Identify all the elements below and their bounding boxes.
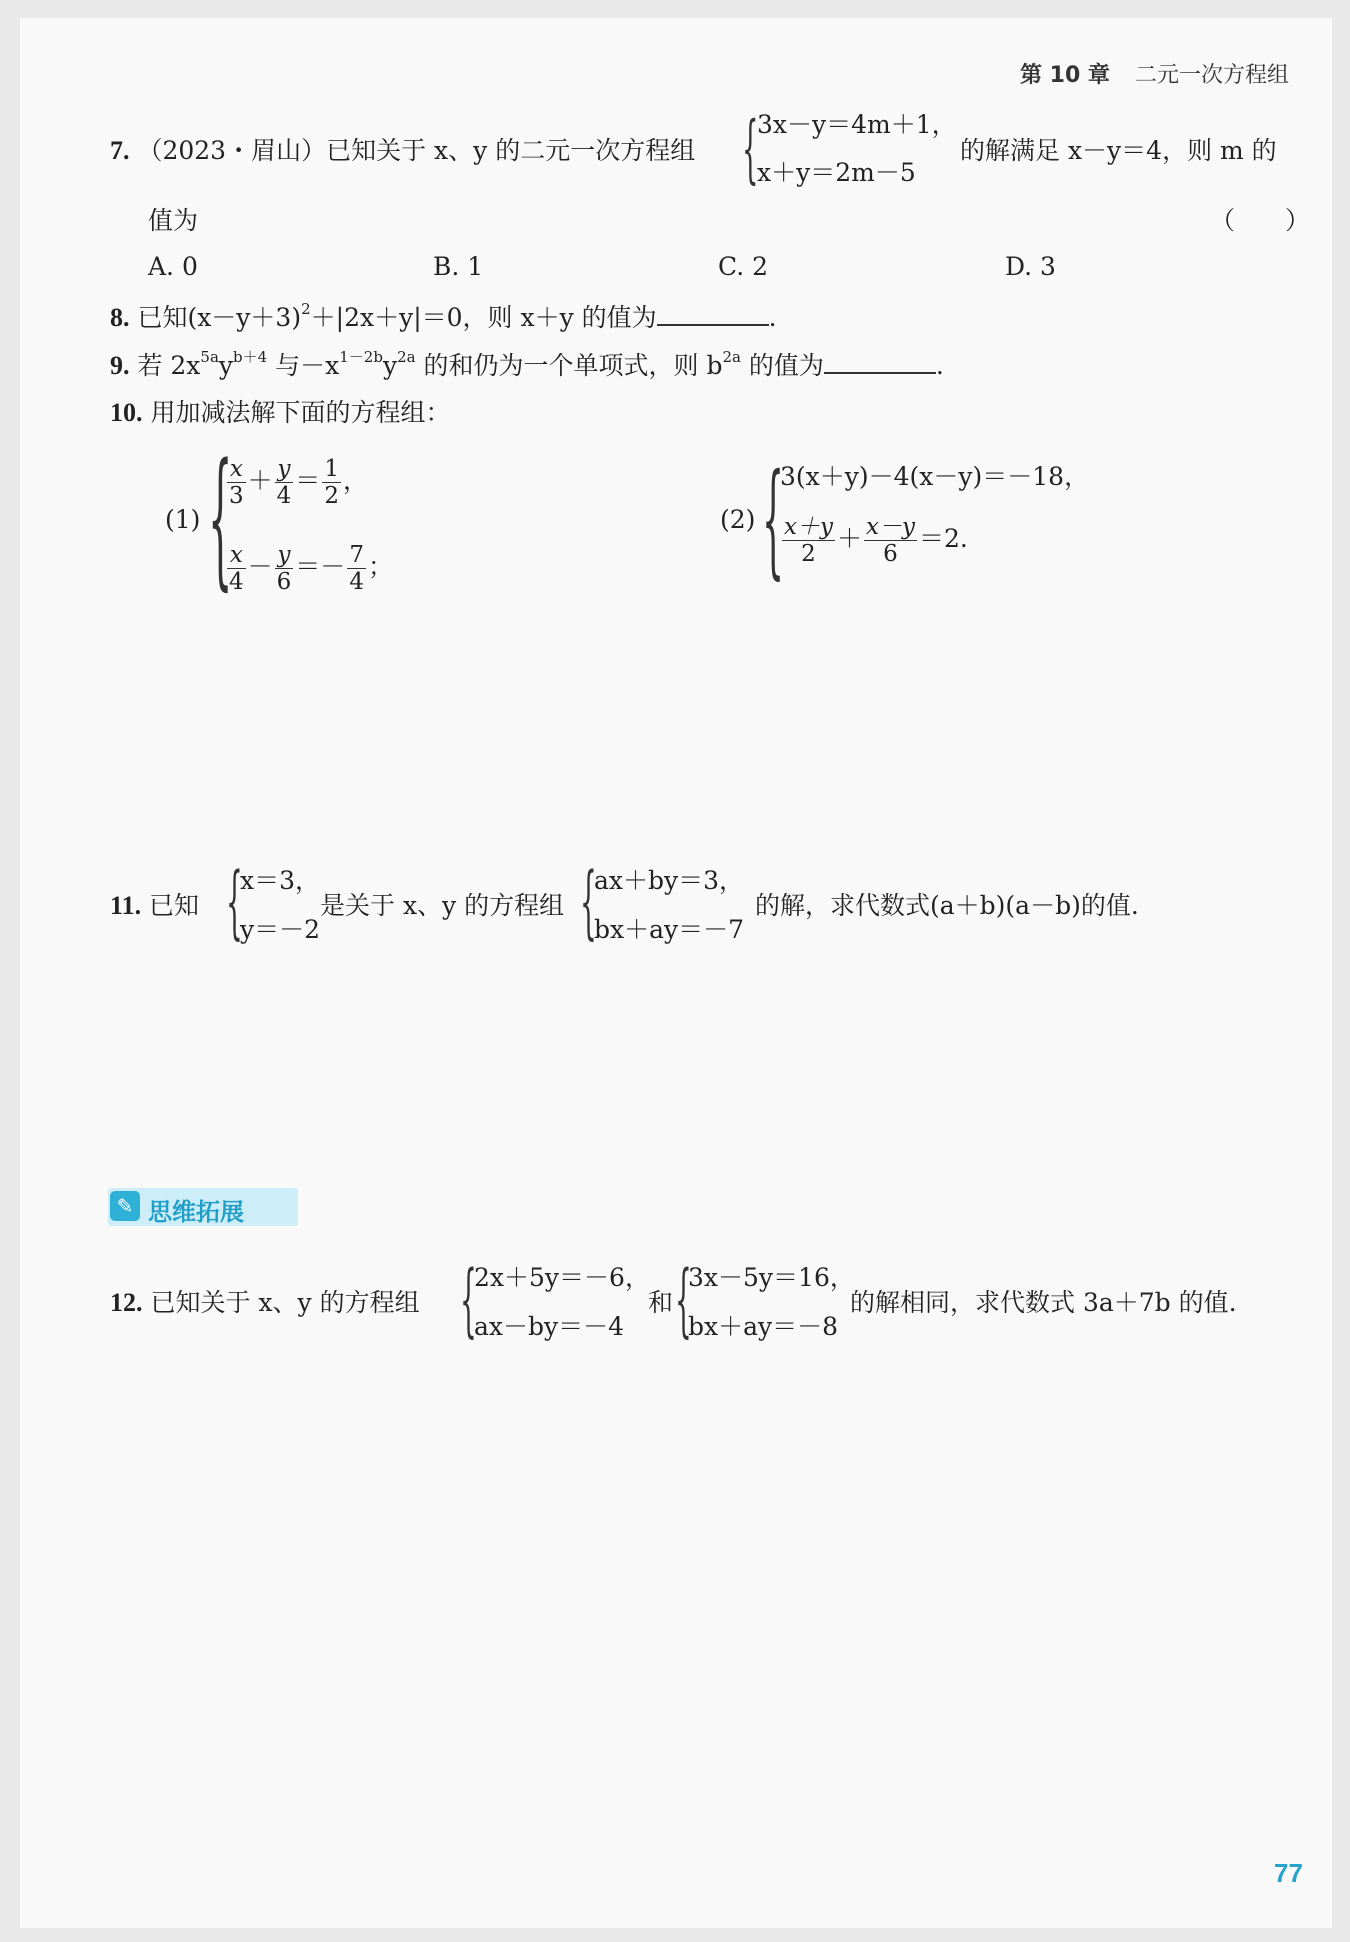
question-text: 的解相同，求代数式 3a＋7b 的值.: [850, 1288, 1237, 1317]
question-text: （2023・眉山）已知关于 x、y 的二元一次方程组: [137, 136, 696, 165]
numerator: 1: [324, 456, 339, 482]
page: [20, 18, 1332, 1928]
denominator: 2: [324, 483, 339, 509]
equation: bx＋ay＝－8: [688, 1312, 839, 1341]
denominator: 4: [349, 569, 364, 595]
option-d[interactable]: D. 3: [1005, 252, 1056, 281]
equation: x＋y＝2m－5: [757, 158, 916, 187]
pencil-square-icon: ✎: [110, 1191, 140, 1221]
superscript: 2a: [722, 348, 741, 366]
equation-row: [780, 514, 968, 567]
equation: 3x－y＝4m＋1，: [757, 110, 957, 139]
question-10: [110, 398, 450, 428]
numerator: x＋y: [784, 514, 833, 540]
fraction: [227, 542, 246, 595]
question-11: [110, 891, 199, 921]
answer-blank[interactable]: [824, 350, 936, 374]
equation: x＝3，: [240, 866, 321, 895]
question-text: 与－x: [267, 351, 340, 380]
question-text: y: [382, 351, 398, 380]
brace-icon: {: [675, 1253, 692, 1346]
denominator: 2: [801, 541, 816, 567]
brace-icon: {: [762, 448, 785, 592]
superscript: 1－2b: [339, 348, 383, 366]
section-badge: [108, 1188, 298, 1226]
superscript: 2: [301, 300, 311, 318]
brace-icon: {: [580, 855, 597, 948]
superscript: 2a: [397, 348, 416, 366]
punctuation: ，: [342, 466, 368, 495]
question-7-line-1: [110, 136, 695, 166]
question-text: 和: [648, 1288, 674, 1317]
option-c[interactable]: C. 2: [718, 252, 769, 281]
numerator: 7: [349, 542, 364, 568]
equation-row: [225, 542, 393, 595]
equation: y＝－2: [240, 915, 321, 944]
question-text: 的和仍为一个单项式，则 b: [415, 351, 723, 380]
equation: 3(x＋y)－4(x－y)＝－18，: [780, 462, 1090, 491]
numerator: x－y: [865, 514, 915, 540]
operator: ＋: [247, 466, 273, 495]
question-number: 12.: [110, 1288, 143, 1317]
denominator: 6: [883, 541, 898, 567]
operator: ＝－: [295, 552, 346, 581]
question-9: [110, 350, 944, 384]
equation: ax－by＝－4: [474, 1312, 625, 1341]
fraction: [864, 514, 917, 567]
question-text: 的解满足 x－y＝4，则 m 的: [960, 136, 1277, 165]
answer-blank[interactable]: [657, 302, 769, 326]
fraction: [782, 514, 835, 567]
question-text: 的值为: [740, 351, 824, 380]
question-text: 已知: [149, 891, 200, 920]
page-number: 77: [1274, 1858, 1303, 1888]
denominator: 4: [276, 483, 292, 509]
option-a[interactable]: A. 0: [148, 252, 198, 281]
question-number: 7.: [110, 136, 130, 165]
period: .: [768, 303, 777, 332]
brace-icon: {: [460, 1253, 477, 1346]
operator: －: [247, 552, 273, 581]
question-text: 的解，求代数式(a＋b)(a－b)的值.: [755, 891, 1139, 920]
chapter-title: 二元一次方程组: [1134, 63, 1289, 88]
answer-bracket: （ ）: [1210, 206, 1311, 235]
operator: ＋: [836, 524, 862, 553]
equation: ax＋by＝3，: [594, 866, 745, 895]
fraction: [347, 542, 366, 595]
chapter-label: 第 10 章: [1020, 63, 1110, 88]
period: .: [935, 351, 944, 380]
equation: 2x＋5y＝－6，: [474, 1263, 650, 1292]
fraction: [322, 456, 341, 509]
question-text: y: [218, 351, 234, 380]
fraction: [275, 542, 294, 595]
superscript: b＋4: [233, 348, 268, 366]
brace-icon: {: [226, 855, 243, 948]
part-label: (2): [720, 505, 756, 534]
equation: bx＋ay＝－7: [594, 915, 745, 944]
numerator: y: [275, 542, 294, 569]
denominator: 6: [276, 569, 292, 595]
part-label: (1): [165, 505, 201, 534]
brace-icon: {: [208, 432, 233, 604]
numerator: x: [227, 542, 246, 569]
numerator: x: [227, 456, 246, 483]
equation-row: [225, 456, 368, 509]
question-text: 已知关于 x、y 的方程组: [150, 1288, 420, 1317]
question-text: 用加减法解下面的方程组：: [150, 398, 451, 427]
question-number: 11.: [110, 891, 142, 920]
question-text: 值为: [148, 206, 199, 235]
question-12: [110, 1288, 420, 1318]
question-number: 9.: [110, 351, 130, 380]
denominator: 4: [229, 569, 244, 595]
question-text: ＋|2x＋y|＝0，则 x＋y 的值为: [310, 303, 657, 332]
fraction: [227, 456, 246, 509]
question-text: 若 2x: [137, 351, 201, 380]
superscript: 5a: [200, 348, 219, 366]
section-title: 思维拓展: [148, 1198, 244, 1226]
question-number: 10.: [110, 398, 143, 427]
question-number: 8.: [110, 303, 130, 332]
brace-icon: {: [742, 106, 759, 192]
question-text: 是关于 x、y 的方程组: [320, 891, 565, 920]
page-header: [1020, 58, 1289, 89]
question-text: 已知(x－y＋3): [137, 303, 302, 332]
denominator: 3: [229, 483, 244, 509]
numerator: y: [275, 456, 294, 483]
option-b[interactable]: B. 1: [433, 252, 484, 281]
equation: 3x－5y＝16，: [688, 1263, 855, 1292]
punctuation: ；: [367, 552, 393, 581]
operator: ＝: [295, 466, 321, 495]
question-8: [110, 302, 777, 336]
fraction: [275, 456, 294, 509]
punctuation: ＝2.: [918, 524, 968, 553]
